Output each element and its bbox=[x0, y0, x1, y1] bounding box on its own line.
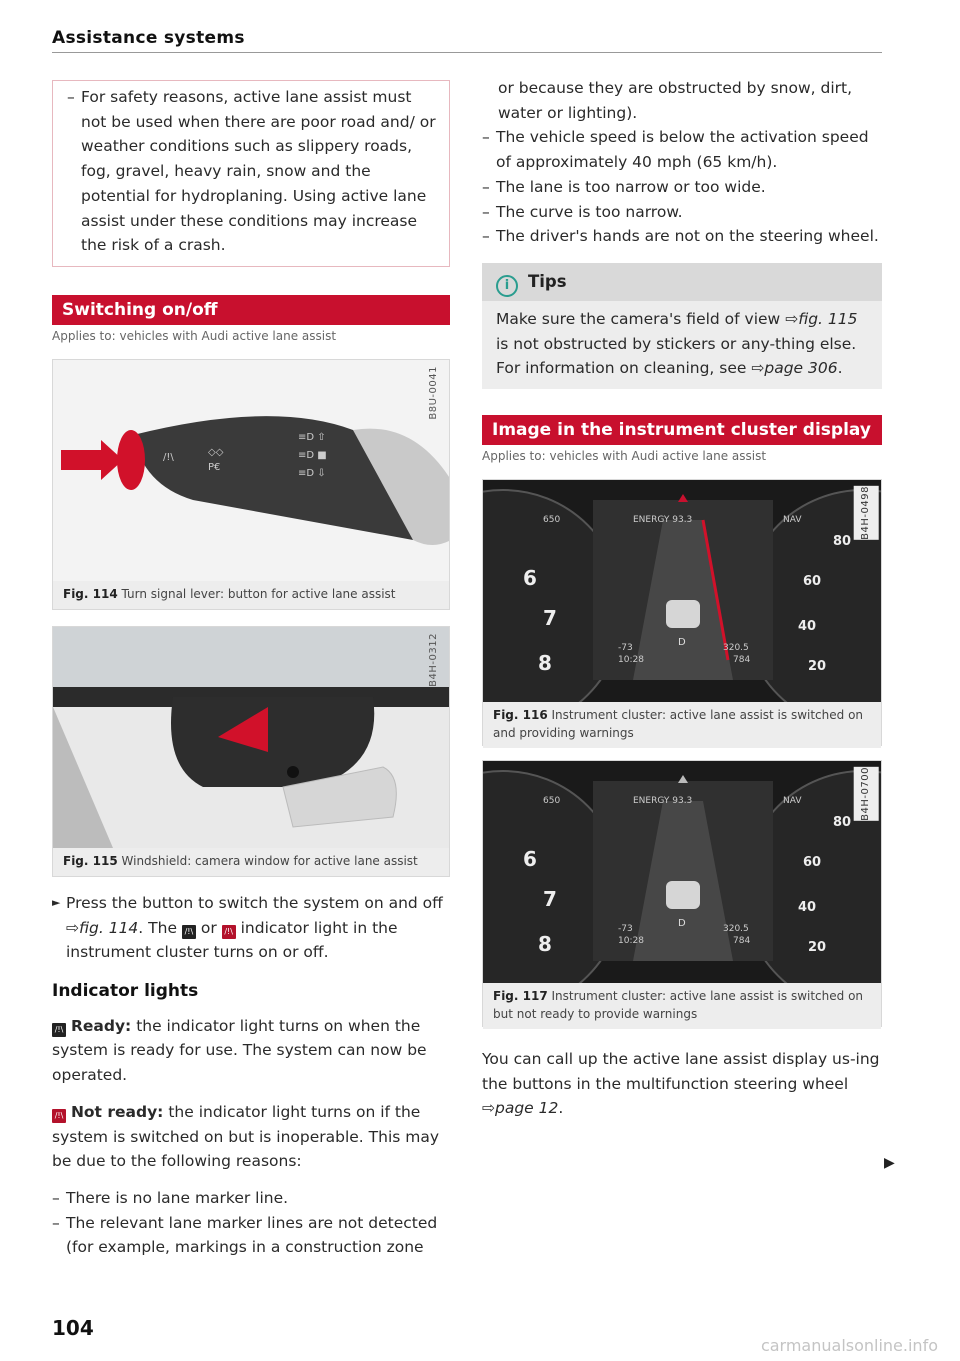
watermark: carmanualsonline.info bbox=[760, 1336, 938, 1355]
figure-114-caption bbox=[53, 581, 449, 609]
cluster-time: 10:28 bbox=[618, 936, 644, 947]
reason-item: – The relevant lane marker lines are not detected (for example, markings in a construction zone bbox=[52, 1211, 450, 1260]
step-text-c: or bbox=[200, 918, 217, 937]
not-ready-paragraph bbox=[52, 1100, 450, 1174]
figure-115-caption bbox=[53, 848, 449, 876]
figure-114-label: Fig. 114 bbox=[63, 586, 118, 601]
spd-40: 40 bbox=[798, 619, 817, 635]
left-column bbox=[52, 80, 450, 1260]
svg-text:◇◇: ◇◇ bbox=[208, 446, 224, 458]
cluster-energy: ENERGY 93.3 bbox=[633, 796, 693, 807]
svg-text:≡D ⇩: ≡D ⇩ bbox=[298, 467, 326, 479]
cluster-total: 784 bbox=[733, 655, 751, 666]
section-title: Assistance systems bbox=[52, 28, 245, 48]
step-text-d: indicator light in the instrument cluster turns on or off. bbox=[66, 918, 398, 962]
cluster-time: 10:28 bbox=[618, 655, 644, 666]
not-ready-indicator-icon: /!\ bbox=[52, 1109, 66, 1123]
rpm-8: 8 bbox=[538, 651, 552, 676]
spd-20: 20 bbox=[808, 940, 827, 956]
cluster-trip: 320.5 bbox=[723, 643, 749, 654]
svg-text:P€: P€ bbox=[208, 461, 221, 473]
reason-continuation: or because they are obstructed by snow, dirt, water or lighting). bbox=[498, 79, 853, 122]
ready-text: the indicator light turns on when the system is ready for use. The system can now be operated. bbox=[52, 1016, 427, 1085]
instrument-cluster-warning-image bbox=[483, 480, 881, 702]
windshield-camera-image bbox=[53, 627, 449, 848]
tips-text-c: . bbox=[837, 359, 843, 378]
reason-item: – The lane is too narrow or too wide. bbox=[482, 175, 882, 200]
figure-116 bbox=[482, 479, 882, 746]
tips-text-a: Make sure the camera's field of view bbox=[496, 309, 781, 328]
figure-116-label: Fig. 116 bbox=[493, 708, 548, 723]
rpm-6: 6 bbox=[523, 566, 537, 591]
figure-117-label: Fig. 117 bbox=[493, 989, 548, 1004]
switching-heading: Switching on/off bbox=[52, 295, 450, 325]
step-arrow-icon: ► bbox=[52, 895, 61, 909]
closing-page-link[interactable]: page 12 bbox=[495, 1099, 559, 1118]
cluster-illustration bbox=[483, 761, 881, 983]
figure-114 bbox=[52, 359, 450, 610]
continue-arrow-icon: ▶ bbox=[884, 1155, 895, 1171]
spd-60: 60 bbox=[803, 574, 822, 590]
figure-115 bbox=[52, 626, 450, 877]
tips-page-link[interactable]: page 306 bbox=[764, 359, 838, 378]
svg-text:≡D ⇧: ≡D ⇧ bbox=[298, 431, 326, 443]
turn-signal-lever-image bbox=[53, 360, 449, 581]
cluster-odo: 650 bbox=[543, 515, 561, 526]
step-text-b: . The bbox=[138, 918, 177, 937]
figure-116-ref: B4H-0498 bbox=[854, 486, 879, 540]
figure-116-caption-text: Instrument cluster: active lane assist is switched on and providing warnings bbox=[493, 708, 864, 741]
warning-text: – For safety reasons, active lane assist must not be used when there are poor road and/ or weather conditions such as slippery roads, fog, gravel, heavy rain, snow and the potential for hydroplaning. Using active lane assist under these conditions may increase the risk of a crash. bbox=[67, 85, 437, 258]
figure-117-ref: B4H-0700 bbox=[854, 767, 879, 821]
tips-fig-link[interactable]: fig. 115 bbox=[798, 309, 858, 328]
header-rule bbox=[52, 52, 882, 53]
reason-item: – The curve is too narrow. bbox=[482, 200, 882, 225]
figure-114-caption-text: Turn signal lever: button for active lane assist bbox=[121, 586, 396, 601]
figure-117 bbox=[482, 760, 882, 1027]
info-icon: i bbox=[496, 275, 518, 297]
cluster-energy: ENERGY 93.3 bbox=[633, 515, 693, 526]
page-number: 104 bbox=[52, 1316, 94, 1340]
right-column bbox=[482, 76, 882, 1121]
ready-label: Ready: bbox=[70, 1016, 132, 1035]
cluster-illustration bbox=[483, 480, 881, 702]
tips-heading-text: Tips bbox=[528, 271, 567, 291]
reason-item: – The driver's hands are not on the steering wheel. bbox=[482, 224, 882, 249]
svg-text:≡D ■: ≡D ■ bbox=[298, 449, 327, 461]
figure-116-caption bbox=[483, 702, 881, 748]
spd-40: 40 bbox=[798, 900, 817, 916]
rpm-7: 7 bbox=[543, 606, 557, 631]
figure-114-ref: B8U-0041 bbox=[428, 365, 440, 420]
turn-signal-lever-illustration bbox=[53, 360, 449, 581]
cluster-nav: NAV bbox=[783, 515, 802, 526]
svg-text:/!\: /!\ bbox=[163, 451, 174, 463]
windshield-camera-illustration bbox=[53, 627, 449, 848]
indicator-not-ready-icon: /!\ bbox=[222, 925, 236, 939]
tips-text-b: is not obstructed by stickers or any-thing else. For information on cleaning, see bbox=[496, 334, 857, 378]
tips-heading bbox=[482, 263, 882, 301]
instrument-cluster-not-ready-image bbox=[483, 761, 881, 983]
rpm-8: 8 bbox=[538, 932, 552, 957]
cluster-odo: 650 bbox=[543, 796, 561, 807]
cluster-trip: 320.5 bbox=[723, 924, 749, 935]
warning-box bbox=[52, 80, 450, 267]
reason-item: – The vehicle speed is below the activation speed of approximately 40 mph (65 km/h). bbox=[482, 125, 882, 174]
image-section-heading: Image in the instrument cluster display bbox=[482, 415, 882, 445]
spd-80: 80 bbox=[833, 815, 852, 831]
not-ready-text: the indicator light turns on if the system is switched on but is inoperable. This may be due to the following reasons: bbox=[52, 1102, 440, 1171]
cluster-temp: -73 bbox=[618, 643, 633, 654]
cluster-nav: NAV bbox=[783, 796, 802, 807]
figure-117-caption-text: Instrument cluster: active lane assist is switched on but not ready to provide warnings bbox=[493, 989, 864, 1022]
cluster-gear: D bbox=[678, 918, 686, 930]
rpm-6: 6 bbox=[523, 847, 537, 872]
rpm-7: 7 bbox=[543, 887, 557, 912]
switch-step: ► Press the button to switch the system on and off ⇨fig. 114. The /!\ or /!\ indicator light in the instrument cluster turns on or off. bbox=[52, 891, 450, 965]
reason-item: – There is no lane marker line. bbox=[52, 1186, 450, 1211]
image-section-applies: Applies to: vehicles with Audi active lane assist bbox=[482, 449, 767, 464]
cluster-temp: -73 bbox=[618, 924, 633, 935]
cluster-total: 784 bbox=[733, 936, 751, 947]
figure-115-label: Fig. 115 bbox=[63, 853, 118, 868]
closing-text: You can call up the active lane assist display us-ing the buttons in the multifunction steering wheel bbox=[482, 1050, 880, 1093]
step-text-a: Press the button to switch the system on and off bbox=[66, 893, 443, 912]
indicator-heading: Indicator lights bbox=[52, 981, 199, 1002]
closing-paragraph: You can call up the active lane assist display us-ing the buttons in the multifunction steering wheel ⇨page 12. bbox=[482, 1050, 880, 1118]
not-ready-label: Not ready: bbox=[70, 1102, 164, 1121]
spd-80: 80 bbox=[833, 534, 852, 550]
figure-117-caption bbox=[483, 983, 881, 1029]
ready-indicator-icon: /!\ bbox=[52, 1023, 66, 1037]
figure-115-ref: B4H-0312 bbox=[428, 632, 440, 687]
ready-paragraph bbox=[52, 1014, 450, 1088]
indicator-ready-icon: /!\ bbox=[182, 925, 196, 939]
tips-body: Make sure the camera's field of view ⇨fig. 115 is not obstructed by stickers or any-thing else. For information on cleaning, see ⇨page 306. bbox=[482, 301, 882, 389]
spd-60: 60 bbox=[803, 855, 822, 871]
closing-end: . bbox=[558, 1099, 564, 1118]
cluster-gear: D bbox=[678, 637, 686, 649]
figure-115-caption-text: Windshield: camera window for active lane assist bbox=[121, 853, 418, 868]
spd-20: 20 bbox=[808, 659, 827, 675]
step-fig-link[interactable]: fig. 114 bbox=[79, 918, 139, 937]
switching-applies: Applies to: vehicles with Audi active lane assist bbox=[52, 328, 337, 343]
